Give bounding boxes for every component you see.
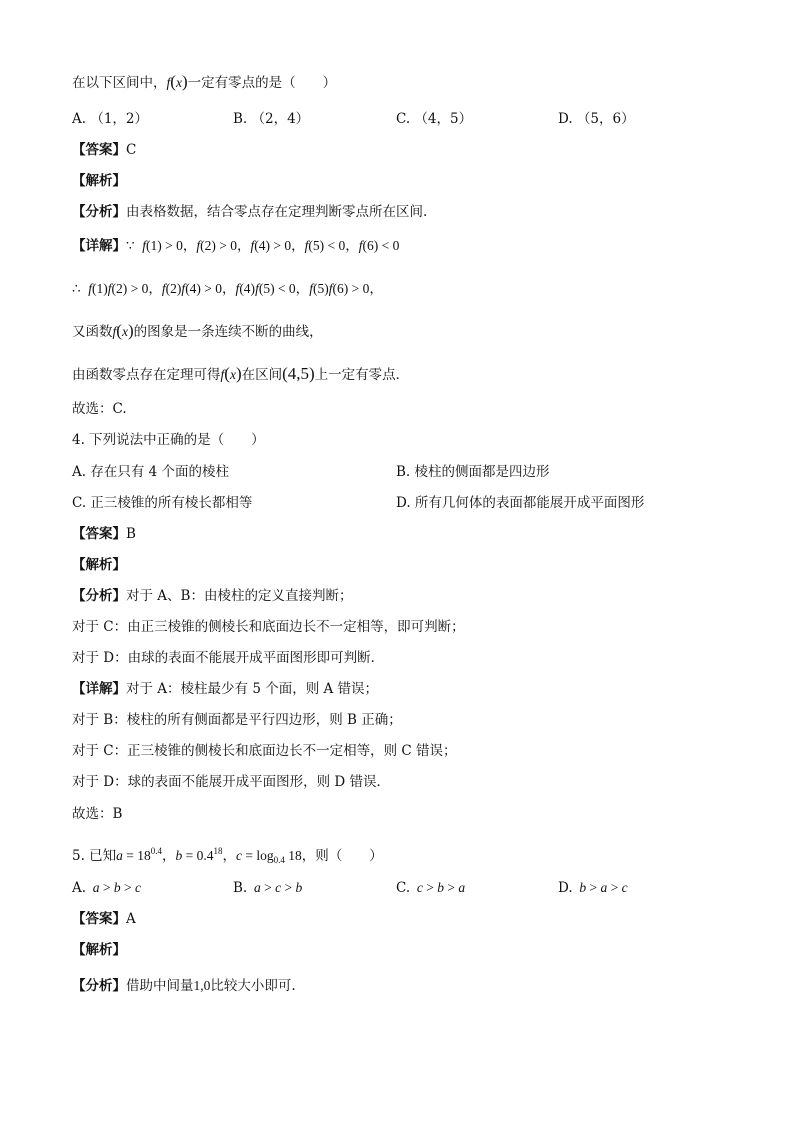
q3-continuity: 又函数f(x)的图象是一条连续不断的曲线， (72, 321, 323, 340)
q3-products: ∴ f(1)f(2) > 0，f(2)f(4) > 0，f(4)f(5) < 0，f(5)f(6) > 0， (72, 281, 383, 297)
q4-xiangjie-3: 对于 C：正三棱锥的侧棱长和底面边长不一定相等，则 C 错误； (72, 743, 457, 759)
q3-zero-theorem: 由函数零点存在定理可得f(x)在区间(4,5)上一定有零点． (72, 364, 410, 383)
q4-analysis-tag: 【解析】 (72, 557, 126, 573)
q4-stem: 4. 下列说法中正确的是（ ） (72, 432, 265, 448)
q3-conclusion: 故选：C. (72, 401, 127, 417)
q5-option-b: B. a > c > b (233, 880, 303, 896)
q3-analysis-tag: 【解析】 (72, 173, 126, 189)
q5-option-a: A. a > b > c (72, 880, 142, 896)
q4-option-a: A. 存在只有 4 个面的棱柱 (72, 464, 230, 480)
q5-analysis-tag: 【解析】 (72, 942, 126, 958)
q4-fenxi-1: 【分析】对于 A、B：由棱柱的定义直接判断； (72, 588, 353, 604)
q5-stem: 5. 已知$a = 18^{0.4}$，$b = 0.4^{18}$，$c = \log_{0.4} 18$，则（ ） (72, 846, 383, 865)
q3-option-a: A. （1，2） (72, 111, 149, 127)
q3-option-b: B. （2，4） (233, 111, 310, 127)
q3-option-d: D. （5，6） (558, 111, 635, 127)
q4-conclusion: 故选：B (72, 806, 123, 822)
q3-answer: 【答案】C (72, 142, 137, 158)
q4-xiangjie-2: 对于 B：棱柱的所有侧面都是平行四边形，则 B 正确； (72, 712, 402, 728)
q4-fenxi-3: 对于 D：由球的表面不能展开成平面图形即可判断． (72, 650, 385, 666)
q4-fenxi-2: 对于 C：由正三棱锥的侧棱长和底面边长不一定相等，即可判断； (72, 619, 465, 635)
q4-answer: 【答案】B (72, 526, 136, 542)
q3-option-c: C. （4，5） (396, 111, 473, 127)
q4-xiangjie-4: 对于 D：球的表面不能展开成平面图形，则 D 错误． (72, 774, 391, 790)
q3-stem: 在以下区间中，f(x)一定有零点的是（ ） (72, 72, 337, 91)
q3-fenxi: 【分析】由表格数据，结合零点存在定理判断零点所在区间. (72, 204, 428, 220)
q4-option-d: D. 所有几何体的表面都能展开成平面图形 (396, 495, 645, 511)
q5-answer: 【答案】A (72, 911, 136, 927)
q3-xiangjie: 【详解】∵ f(1) > 0，f(2) > 0，f(4) > 0，f(5) < 0，f(6) < 0 (72, 238, 400, 254)
q4-option-c: C. 正三棱锥的所有棱长都相等 (72, 495, 253, 511)
q5-option-d: D. b > a > c (558, 880, 628, 896)
q4-xiangjie-1: 【详解】对于 A：棱柱最少有 5 个面，则 A 错误； (72, 681, 379, 697)
q5-option-c: C. c > b > a (396, 880, 466, 896)
q4-option-b: B. 棱柱的侧面都是四边形 (396, 464, 550, 480)
q5-fenxi: 【分析】借助中间量1,0比较大小即可. (72, 978, 296, 994)
